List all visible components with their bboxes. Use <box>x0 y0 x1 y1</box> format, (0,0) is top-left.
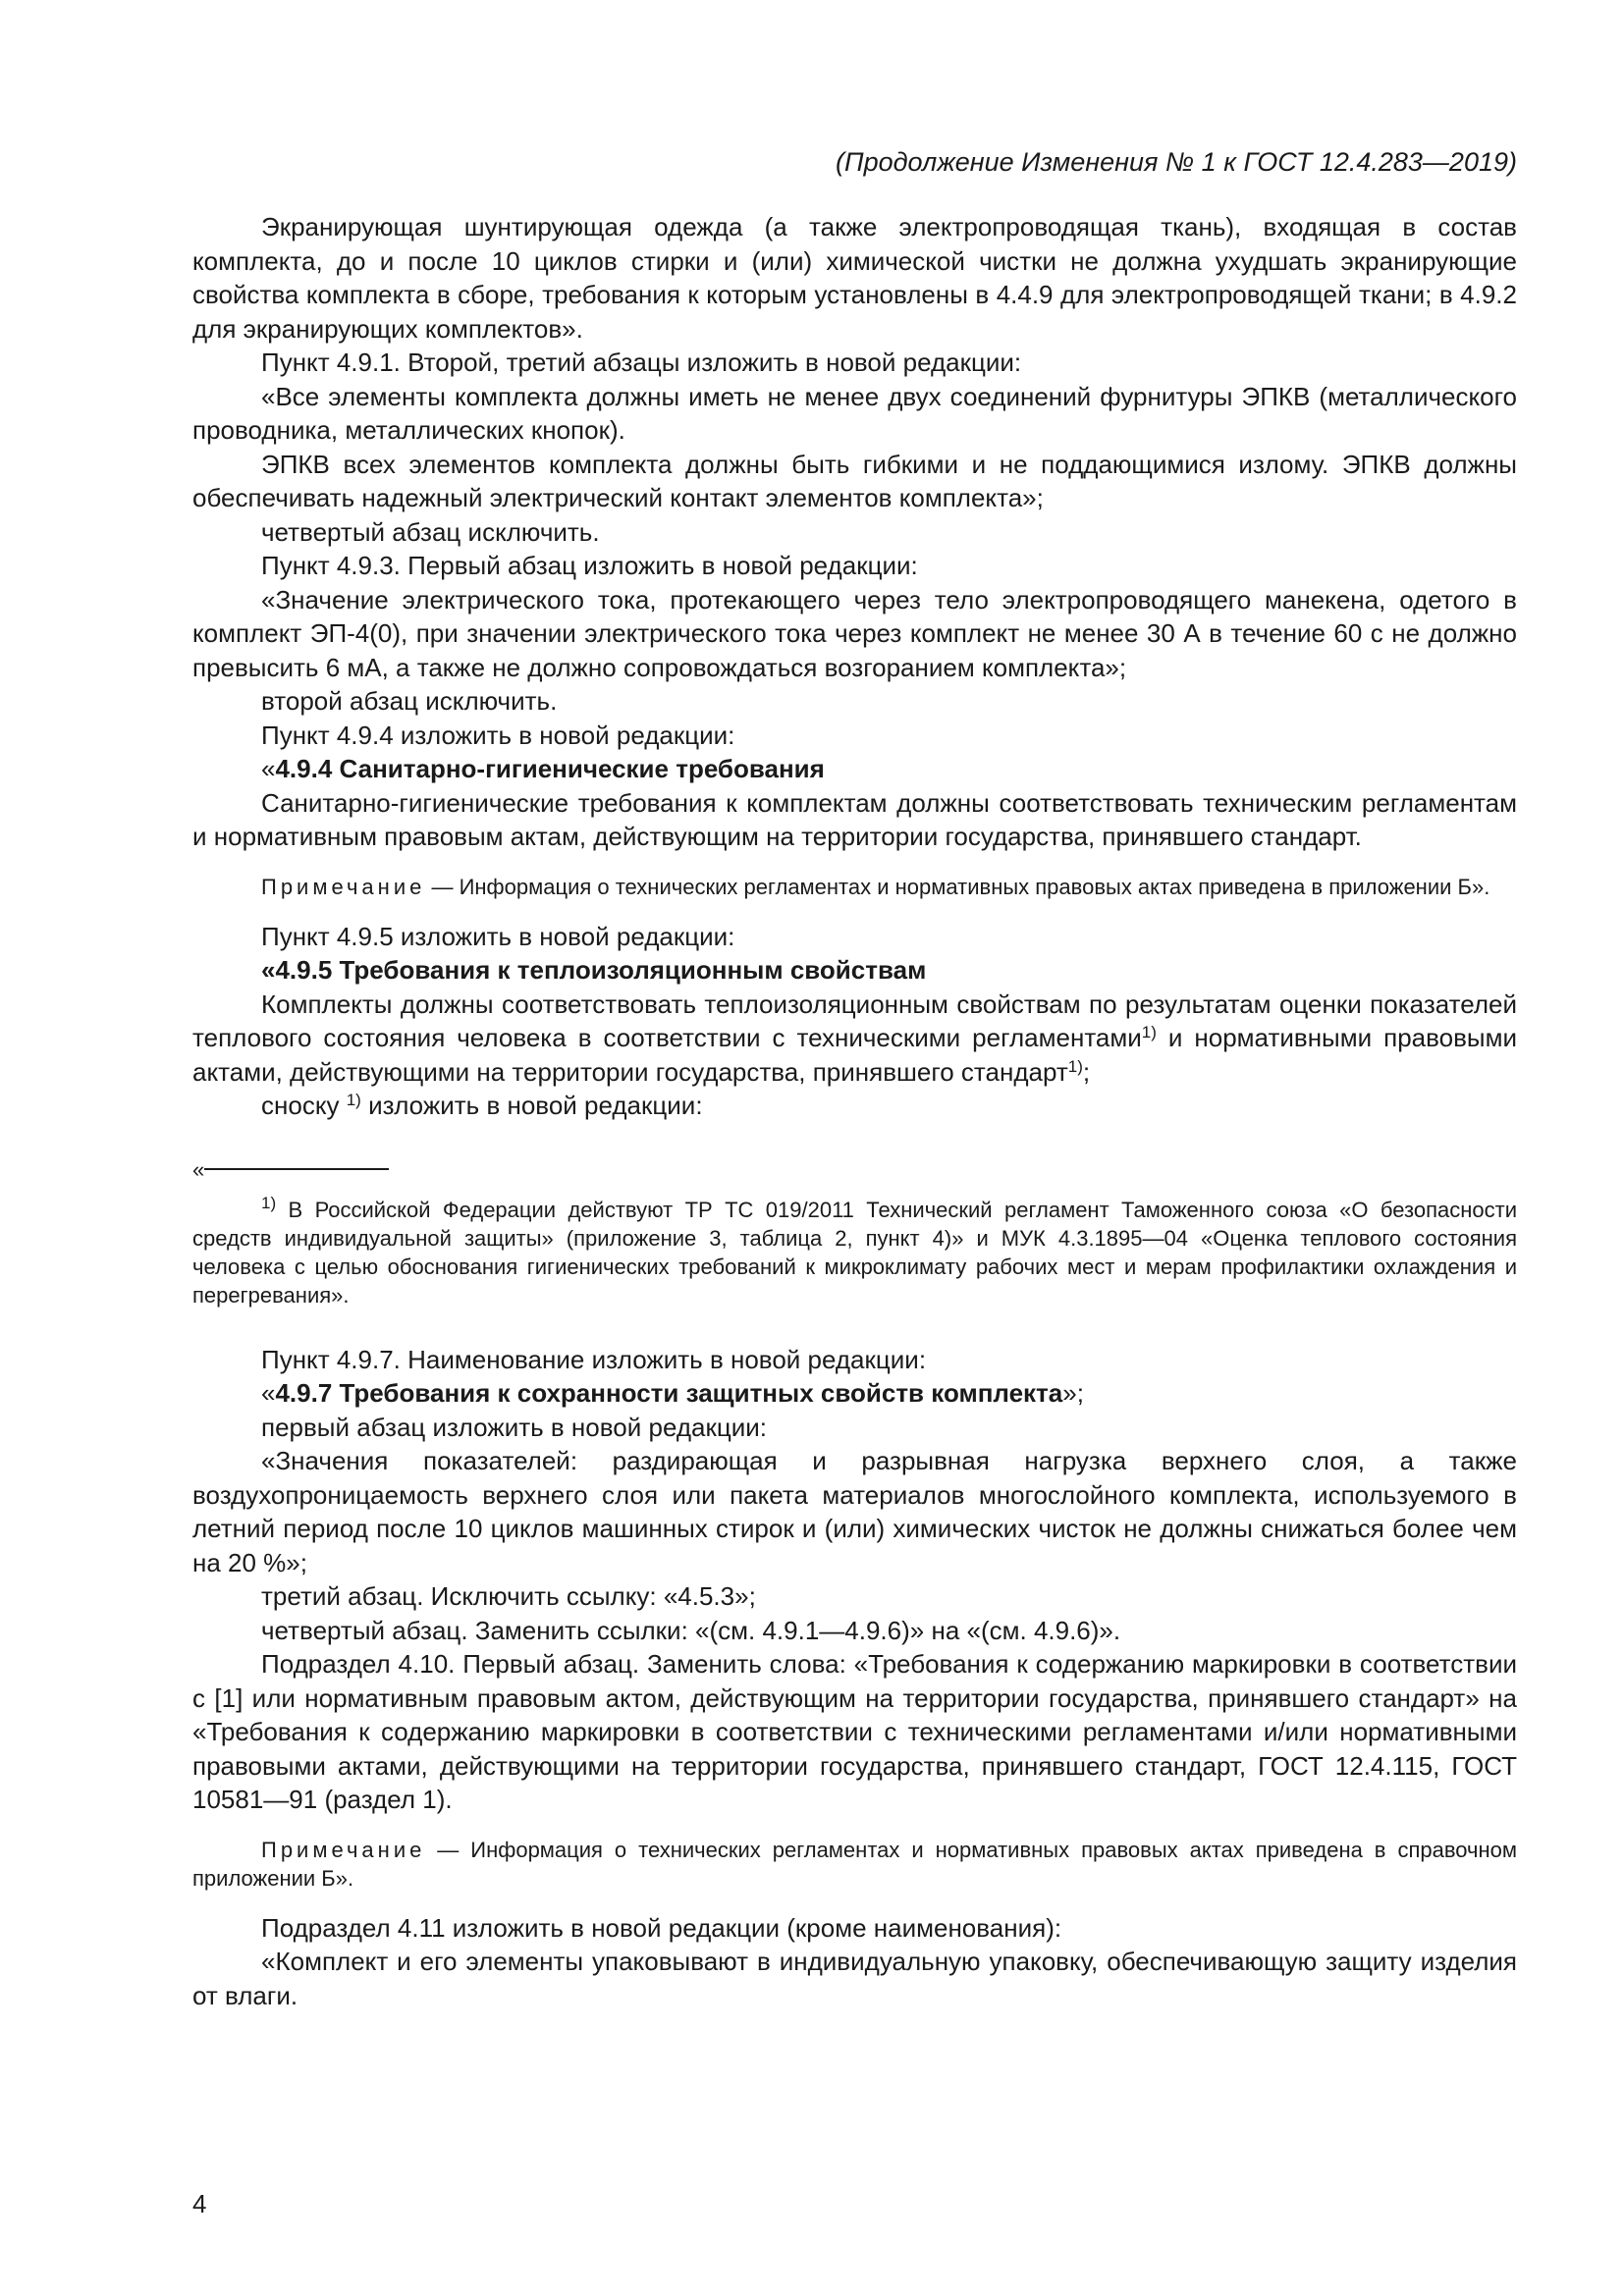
paragraph: Пункт 4.9.3. Первый абзац изложить в новой редакции: <box>261 551 918 580</box>
paragraph: Экранирующая шунтирующая одежда (а также электропроводящая ткань), входящая в состав комплекта, до и после 10 циклов стирки и (или) химической чистки не должна ухудшать экранирующие свойства комплекта в сборе, требования к которым установлены в 4.4.9 для электропроводящей ткани; в 4.9.2 для экранирующих комплектов». <box>192 212 1517 344</box>
paragraph <box>192 988 1517 1090</box>
text-run: и нормативными правовыми актами, действующими на территории государства, принявшего стандарт <box>192 1023 1517 1087</box>
footnote <box>192 1193 1517 1309</box>
note <box>192 1836 1517 1893</box>
paragraph: «Все элементы комплекта должны иметь не менее двух соединений фурнитуры ЭПКВ (металлического проводника, металлических кнопок). <box>192 381 1517 445</box>
paragraph: четвертый абзац. Заменить ссылки: «(см. 4.9.1—4.9.6)» на «(см. 4.9.6)». <box>261 1615 1121 1645</box>
footnote-marker: 1) <box>261 1193 277 1212</box>
paragraph: Пункт 4.9.5 изложить в новой редакции: <box>261 921 735 951</box>
footnote-ref: 1) <box>1141 1023 1157 1041</box>
open-quote: « <box>261 1378 276 1408</box>
heading-text: 4.9.7 Требования к сохранности защитных свойств комплекта <box>275 1378 1063 1408</box>
note <box>192 873 1517 901</box>
running-header: (Продолжение Изменения № 1 к ГОСТ 12.4.283—2019) <box>836 147 1517 177</box>
footnote-open-quote: « <box>192 1156 205 1182</box>
paragraph: четвертый абзац исключить. <box>261 516 600 547</box>
footnote-text: В Российской Федерации действуют ТР ТС 019/2011 Технический регламент Таможенного союза «О безопасности средств индивидуальной защиты» (приложение 3, таблица 2, пункт 4)» и МУК 4.3.1895—04 «Оценка теплового состояния человека с целью обоснования гигиенических требований к микроклимату рабочих мест и мерам профилактики охлаждения и перегревания». <box>192 1197 1517 1308</box>
paragraph: Пункт 4.9.1. Второй, третий абзацы изложить в новой редакции: <box>261 347 1022 377</box>
paragraph: второй абзац исключить. <box>261 686 558 716</box>
text-run: сноску <box>261 1091 347 1120</box>
page-number: 4 <box>192 2189 207 2218</box>
section-heading-4-9-4 <box>192 752 1517 786</box>
paragraph: Подраздел 4.11 изложить в новой редакции (кроме наименования): <box>261 1912 1062 1943</box>
section-heading-4-9-5: «4.9.5 Требования к теплоизоляционным свойствам <box>261 955 927 985</box>
paragraph: «Комплект и его элементы упаковывают в индивидуальную упаковку, обеспечивающую защиту изделия от влаги. <box>192 1947 1517 2010</box>
footnote-ref: 1) <box>346 1091 361 1109</box>
note-text: — Информация о технических регламентах и нормативных правовых актах приведена в приложении Б». <box>425 874 1490 899</box>
footnote-ref: 1) <box>1067 1056 1083 1076</box>
paragraph: Подраздел 4.10. Первый абзац. Заменить слова: «Требования к содержанию маркировки в соответствии с [1] или нормативным правовым актом, действующим на территории государства, принявшего стандарт» на «Требования к содержанию маркировки в соответствии с техническими регламентами и/или нормативными правовыми актами, действующими на территории государства, принявшего стандарт, ГОСТ 12.4.115, ГОСТ 10581—91 (раздел 1). <box>192 1649 1517 1814</box>
paragraph: «Значение электрического тока, протекающего через тело электропроводящего манекена, одетого в комплект ЭП-4(0), при значении электрического тока через комплект не менее 30 А в течение 60 с не должно превысить 6 мА, а также не должно сопровождаться возгоранием комплекта»; <box>192 584 1517 682</box>
paragraph: ЭПКВ всех элементов комплекта должны быть гибкими и не поддающимися излому. ЭПКВ должны обеспечивать надежный электрический контакт элементов комплекта»; <box>192 449 1517 512</box>
document-body <box>192 210 1517 2012</box>
paragraph <box>192 1089 1517 1123</box>
section-heading-4-9-7 <box>192 1376 1517 1411</box>
note-label: Примечание <box>261 1837 426 1862</box>
paragraph: Пункт 4.9.4 изложить в новой редакции: <box>261 720 735 750</box>
close-quote: »; <box>1062 1378 1084 1408</box>
open-quote: « <box>261 754 276 783</box>
note-label: Примечание <box>261 874 426 899</box>
paragraph: Пункт 4.9.7. Наименование изложить в новой редакции: <box>261 1344 927 1374</box>
paragraph: первый абзац изложить в новой редакции: <box>261 1412 767 1442</box>
heading-text: 4.9.4 Санитарно-гигиенические требования <box>275 754 825 783</box>
paragraph: «Значения показателей: раздирающая и разрывная нагрузка верхнего слоя, а также воздухопроницаемость верхнего слоя или пакета материалов многослойного комплекта, используемого в летний период после 10 циклов машинных стирок и (или) химических чисток не должны снижаться более чем на 20 %»; <box>192 1446 1517 1577</box>
footnote-rule <box>204 1168 389 1170</box>
paragraph: Санитарно-гигиенические требования к комплектам должны соответствовать техническим регламентам и нормативным правовым актам, действующим на территории государства, принявшего стандарт. <box>192 787 1517 851</box>
note-text: — Информация о технических регламентах и нормативных правовых актах приведена в справочном приложении Б». <box>192 1837 1517 1891</box>
footnote-separator <box>192 1156 1517 1196</box>
text-run: Комплекты должны соответствовать теплоизоляционным свойствам по результатам оценки показателей теплового состояния человека в соответствии с техническими регламентами <box>192 988 1517 1052</box>
text-run: ; <box>1082 1056 1091 1087</box>
text-run: изложить в новой редакции: <box>360 1091 703 1120</box>
paragraph: третий абзац. Исключить ссылку: «4.5.3»; <box>261 1581 756 1611</box>
